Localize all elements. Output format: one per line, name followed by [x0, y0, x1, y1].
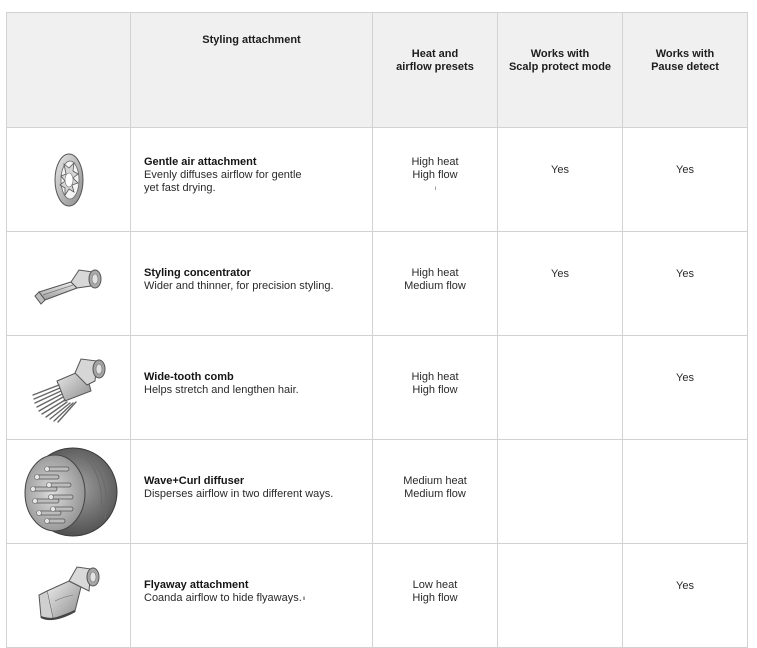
gentle-air-attachment-icon: [49, 150, 89, 210]
scalp-protect-cell: [498, 232, 623, 336]
header-image: [7, 13, 131, 128]
heat-preset: High heat: [411, 266, 459, 279]
heat-preset: Low heat: [412, 578, 458, 591]
attachment-image-cell: [7, 440, 131, 544]
flow-preset: High flow: [412, 591, 458, 604]
footnote-marker: i: [434, 186, 437, 192]
attachment-description: Wider and thinner, for precision styling.: [144, 279, 334, 292]
presets-cell: [373, 232, 498, 336]
pause-detect-value: Yes: [676, 579, 694, 592]
header-scalp-protect: Works with Scalp protect mode: [498, 13, 623, 128]
attachment-description: Evenly diffuses airflow for gentle yet fast drying.: [144, 169, 302, 194]
attachments-comparison-table: [6, 12, 748, 648]
flyaway-attachment-icon: [33, 561, 105, 631]
flow-preset: High flow: [412, 383, 458, 396]
attachment-description-cell: [131, 336, 373, 440]
scalp-protect-value: Yes: [551, 267, 569, 280]
pause-detect-cell: [623, 440, 748, 544]
header-presets: Heat and airflow presets: [373, 13, 498, 128]
wave-curl-diffuser-icon: [19, 445, 119, 539]
heat-preset: High heat: [411, 156, 459, 168]
scalp-protect-value: Yes: [551, 163, 569, 176]
scalp-protect-cell: [498, 128, 623, 232]
attachment-description-cell: [131, 232, 373, 336]
scalp-protect-cell: [498, 336, 623, 440]
attachment-name: Styling concentrator: [144, 266, 251, 279]
attachment-name: Wide-tooth comb: [144, 370, 234, 383]
pause-detect-cell: [623, 336, 748, 440]
attachment-name: Flyaway attachment: [144, 578, 249, 591]
attachment-description-cell: [131, 440, 373, 544]
header-attachment: Styling attachment: [131, 13, 373, 128]
attachment-description: Disperses airflow in two different ways.: [144, 487, 334, 500]
attachment-description: Coanda airflow to hide flyaways.: [144, 591, 302, 604]
table-row: [7, 544, 748, 648]
footnote-marker: ii: [302, 595, 305, 602]
pause-detect-value: Yes: [676, 163, 694, 176]
scalp-protect-cell: [498, 440, 623, 544]
presets-cell: [373, 544, 498, 648]
attachment-name: Gentle air attachment: [144, 156, 257, 168]
table-row: [7, 336, 748, 440]
pause-detect-cell: [623, 544, 748, 648]
attachment-name: Wave+Curl diffuser: [144, 474, 245, 487]
scalp-protect-cell: [498, 544, 623, 648]
table-row: [7, 232, 748, 336]
flow-preset: Medium flow: [404, 487, 466, 500]
table-row: [7, 440, 748, 544]
pause-detect-cell: [623, 232, 748, 336]
attachment-description: Helps stretch and lengthen hair.: [144, 383, 299, 396]
header-row: [7, 13, 748, 128]
attachment-image-cell: [7, 128, 131, 232]
pause-detect-cell: [623, 128, 748, 232]
header-pause-detect: Works with Pause detect: [623, 13, 748, 128]
attachment-image-cell: [7, 336, 131, 440]
presets-cell: [373, 440, 498, 544]
attachment-description-cell: [131, 544, 373, 648]
table-row: [7, 128, 748, 232]
presets-cell: [373, 336, 498, 440]
pause-detect-value: Yes: [676, 267, 694, 280]
wide-tooth-comb-icon: [27, 351, 111, 425]
heat-preset: Medium heat: [403, 474, 467, 487]
presets-cell: [373, 128, 498, 232]
attachment-image-cell: [7, 544, 131, 648]
pause-detect-value: Yes: [676, 371, 694, 384]
flow-preset: High flow: [412, 169, 458, 181]
attachment-description-cell: [131, 128, 373, 232]
styling-concentrator-icon: [31, 262, 107, 306]
heat-preset: High heat: [411, 370, 459, 383]
attachment-image-cell: [7, 232, 131, 336]
flow-preset: Medium flow: [404, 279, 466, 292]
